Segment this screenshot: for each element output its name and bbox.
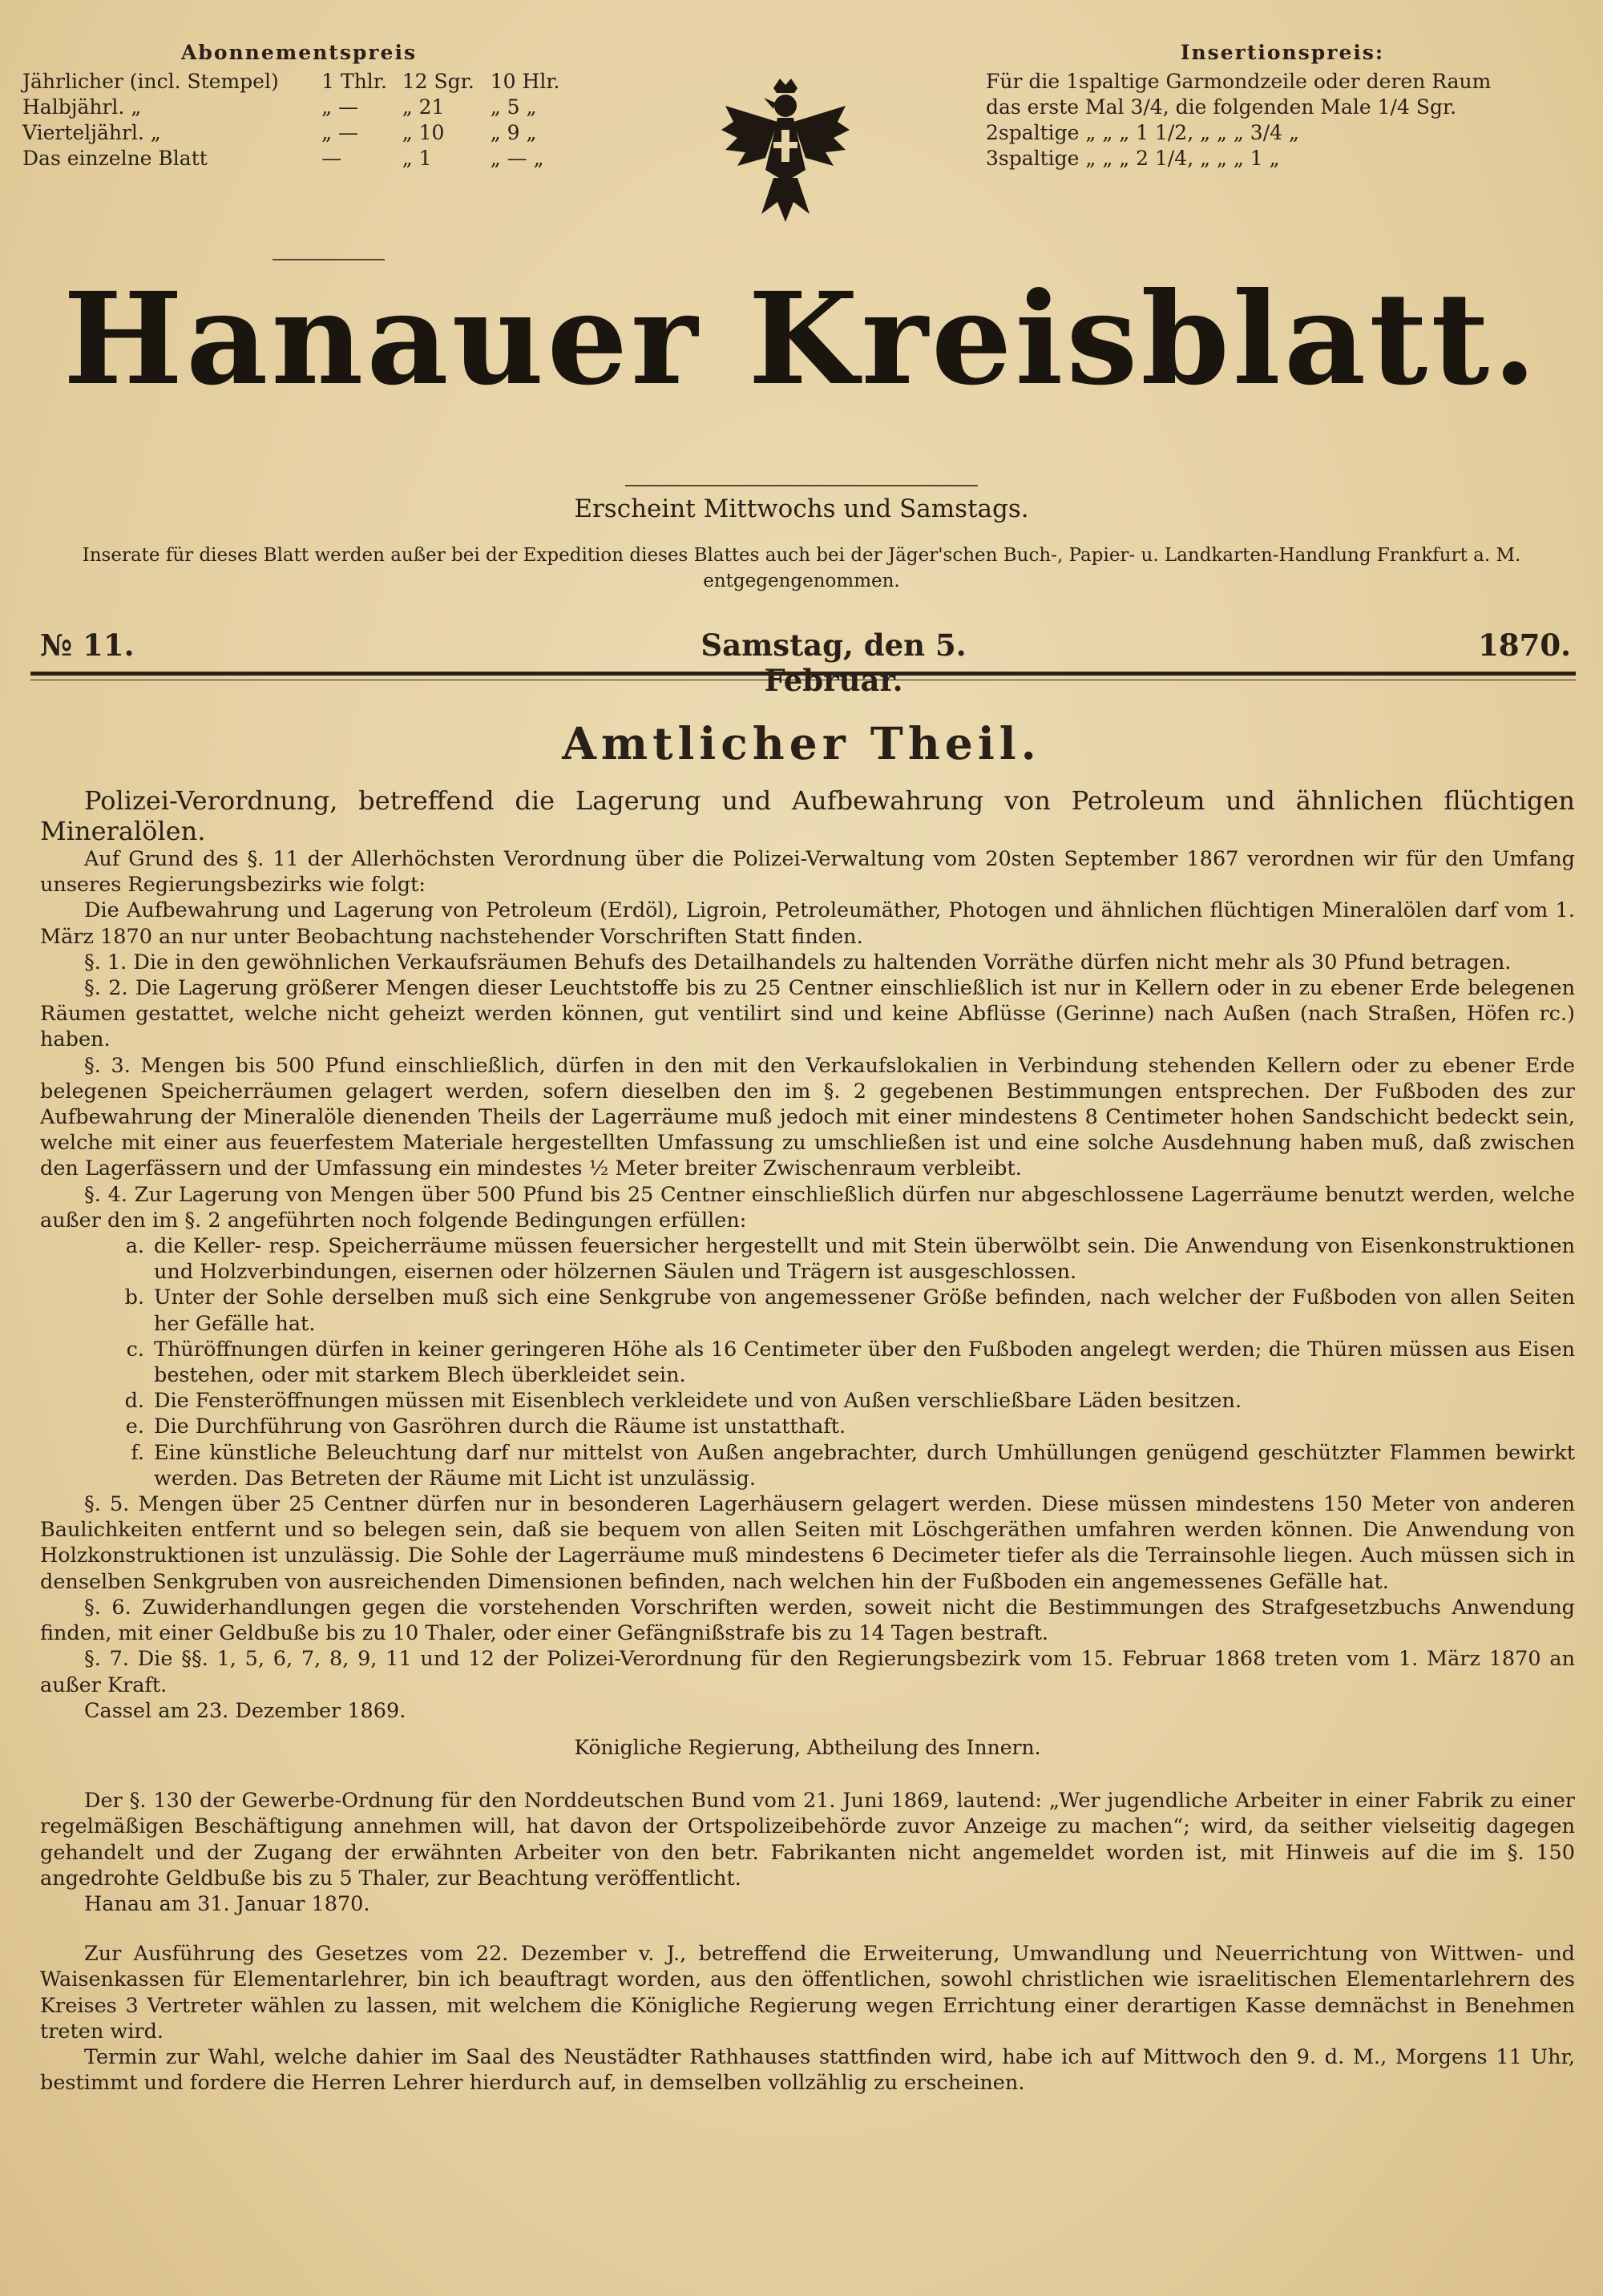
cell: „ 10 bbox=[402, 121, 445, 144]
cell: Vierteljährl. „ bbox=[22, 121, 161, 144]
cell: „ — bbox=[321, 95, 359, 119]
item-text: Unter der Sohle derselben muß sich eine Senkgrube von angemessener Größe befinden, nach welcher der Fußboden von allen Seiten her Gefälle hat. bbox=[154, 1285, 1575, 1336]
masthead-title: Hanauer Kreisblatt. bbox=[63, 265, 1540, 414]
list-item bbox=[40, 1440, 1575, 1491]
paragraph: Die Aufbewahrung und Lagerung von Petroleum (Erdöl), Ligroin, Petroleumäther, Photogen und ähnlichen flüchtigen Mineralölen darf vom 1. März 1870 an nur unter Beobachtung nachstehender Vorschriften Statt finden. bbox=[40, 898, 1575, 949]
insertion-line: das erste Mal 3/4, die folgenden Male 1/4 Sgr. bbox=[986, 95, 1457, 119]
item-label: d. bbox=[124, 1389, 144, 1414]
insertion-line: Für die 1spaltige Garmondzeile oder deren Raum bbox=[986, 70, 1492, 93]
eagle-emblem-icon bbox=[717, 74, 854, 230]
subscription-row bbox=[22, 95, 575, 120]
divider bbox=[30, 672, 1576, 676]
issue-year: 1870. bbox=[1478, 627, 1571, 663]
subscription-row bbox=[22, 146, 575, 171]
insertion-line: 2spaltige „ „ „ 1 1/2, „ „ „ 3/4 „ bbox=[986, 121, 1299, 144]
cell: „ 1 bbox=[402, 147, 432, 170]
item-text: Eine künstliche Beleuchtung darf nur mittelst von Außen angebrachter, durch Umhüllungen genügend geschützter Flammen bewirkt werden. Das Betreten der Räume mit Licht ist unzulässig. bbox=[154, 1440, 1575, 1491]
cell: Jährlicher (incl. Stempel) bbox=[22, 70, 279, 93]
place-date: Cassel am 23. Dezember 1869. bbox=[84, 1698, 406, 1723]
paragraph: Termin zur Wahl, welche dahier im Saal des Neustädter Rathhauses stattfinden wird, habe ich auf Mittwoch den 9. d. M., Morgens 11 Uhr, bestimmt und fordere die Herren Lehrer hierdurch auf, in demselben vollzählig zu erscheinen. bbox=[40, 2044, 1575, 2096]
item-label: a. bbox=[125, 1234, 144, 1259]
subscription-price-box bbox=[22, 40, 575, 171]
paragraph: §. 7. Die §§. 1, 5, 6, 7, 8, 9, 11 und 12 der Polizei-Verordnung für den Regierungsbezirk vom 15. Februar 1868 treten vom 1. März 1870 an außer Kraft. bbox=[40, 1647, 1575, 1697]
list-item bbox=[40, 1414, 1575, 1439]
item-text: Die Durchführung von Gasröhren durch die Räume ist unstatthaft. bbox=[154, 1414, 846, 1439]
tagline: Erscheint Mittwochs und Samstags. bbox=[574, 494, 1029, 523]
subscription-table bbox=[22, 69, 575, 171]
place-date: Hanau am 31. Januar 1870. bbox=[84, 1891, 370, 1916]
paragraph: §. 6. Zuwiderhandlungen gegen die vorstehenden Vorschriften werden, soweit nicht die Bestimmungen des Strafgesetzbuchs Anwendung finden, mit einer Geldbuße bis zu 10 Thaler, oder einer Gefängnißstrafe bis zu 14 Tagen bestraft. bbox=[40, 1595, 1575, 1646]
divider bbox=[625, 485, 978, 486]
paragraph: §. 4. Zur Lagerung von Mengen über 500 Pfund bis 25 Centner einschließlich dürfen nur abgeschlossene Lagerräume benutzt werden, welche außer den im §. 2 angeführten noch folgende Bedingungen erfüllen: bbox=[40, 1182, 1575, 1233]
cell: „ — bbox=[321, 121, 359, 144]
list-item bbox=[40, 1337, 1575, 1388]
subscription-title: Abonnementspreis bbox=[180, 41, 418, 64]
issue-number: № 11. bbox=[40, 627, 135, 663]
item-label: e. bbox=[125, 1414, 144, 1439]
cell: Halbjährl. „ bbox=[22, 95, 142, 119]
item-text: Thüröffnungen dürfen in keiner geringeren Höhe als 16 Centimeter über den Fußboden angelegt werden; die Thüren müssen aus Eisen bestehen, oder mit starkem Blech überkleidet sein. bbox=[154, 1337, 1575, 1388]
cell: „ 21 bbox=[402, 95, 445, 119]
signature: Königliche Regierung, Abtheilung des Innern. bbox=[574, 1735, 1041, 1759]
paragraph: §. 2. Die Lagerung größerer Mengen dieser Leuchtstoffe bis zu 25 Centner einschließlich ist nur in Kellern oder in zu ebener Erde belegenen Räumen gestattet, welche nicht geheizt werden können, gut ventilirt sind und keine Abflüsse (Gerinne) nach Außen (nach Straßen, Höfen rc.) haben. bbox=[40, 976, 1575, 1052]
insertion-title: Insertionspreis: bbox=[1180, 41, 1385, 64]
conditions-list bbox=[40, 1233, 1575, 1491]
section-title: Amtlicher Theil. bbox=[562, 717, 1041, 769]
paragraph: Der §. 130 der Gewerbe-Ordnung für den Norddeutschen Bund vom 21. Juni 1869, lautend: „Wer jugendliche Arbeiter in einer Fabrik zu einer regelmäßigen Beschäftigung annehmen will, hat davon der Ortspolizeibehörde zuvor Anzeige zu machen“; wird, da seither vielseitig dagegen gehandelt und der Zugang der erwähnten Arbeiter von den betr. Fabrikanten nicht angemeldet worden ist, mit Hinweis auf die im §. 150 angedrohte Geldbuße bis zu 5 Thaler, zur Beachtung veröffentlicht. bbox=[40, 1789, 1575, 1890]
cell: „ — „ bbox=[490, 147, 544, 170]
item-text: die Keller- resp. Speicherräume müssen feuersicher hergestellt und mit Stein überwölbt sein. Die Anwendung von Eisenkonstruktionen und Holzverbindungen, eisernen oder hölzernen Säulen und Trägern ist ausgeschlossen. bbox=[154, 1234, 1575, 1285]
paragraph: §. 3. Mengen bis 500 Pfund einschließlich, dürfen in den mit den Verkaufslokalien in Verbindung stehenden Kellern oder zu ebener Erde belegenen Speicherräumen gelagert werden, sofern dieselben den im §. 2 gegebenen Bestimmungen entsprechen. Der Fußboden des zur Aufbewahrung der Mineralöle dienenden Theils der Lagerräume muß jedoch mit einer mindestens 8 Centimeter hohen Sandschicht bedeckt sein, welche mit einer aus feuerfestem Materiale hergestellten Umfassung zu umschließen ist und eine solche Ausdehnung haben muß, daß zwischen den Lagerfässern und der Umfassung ein mindestes ½ Meter breiter Zwischenraum verbleibt. bbox=[40, 1053, 1575, 1181]
item-label: c. bbox=[126, 1337, 144, 1362]
list-item bbox=[40, 1388, 1575, 1414]
cell: 10 Hlr. bbox=[490, 70, 560, 93]
divider bbox=[273, 259, 385, 260]
advertising-notice: Inserate für dieses Blatt werden außer bei der Expedition dieses Blattes auch bei der Jäger'schen Buch-, Papier- u. Landkarten-Handlung Frankfurt a. M. entgegengenommen. bbox=[82, 545, 1521, 591]
cell: Das einzelne Blatt bbox=[22, 147, 208, 170]
spacer bbox=[40, 1917, 1575, 1941]
cell: 12 Sgr. bbox=[402, 70, 474, 93]
item-label: b. bbox=[124, 1285, 144, 1310]
article-body bbox=[40, 785, 1575, 2096]
item-text: Die Fensteröffnungen müssen mit Eisenblech verkleidete und von Außen verschließbare Läden besitzen. bbox=[154, 1389, 1242, 1414]
article-heading: Polizei-Verordnung, betreffend die Lagerung und Aufbewahrung von Petroleum und ähnlichen flüchtigen Mineralölen. bbox=[40, 785, 1575, 846]
cell: „ 9 „ bbox=[490, 121, 537, 144]
item-label: f. bbox=[131, 1440, 144, 1465]
subscription-row bbox=[22, 69, 575, 95]
insertion-lines bbox=[986, 69, 1579, 171]
paragraph: Zur Ausführung des Gesetzes vom 22. Dezember v. J., betreffend die Erweiterung, Umwandlung und Neuerrichtung von Wittwen- und Waisenkassen für Elementarlehrer, bin ich beauftragt worden, aus den öffentlichen, sowohl christlichen wie israelitischen Elementarlehrern des Kreises 3 Vertreter wählen zu lassen, mit welchem die Königliche Regierung wegen Errichtung einer derartigen Kasse demnächst in Benehmen treten wird. bbox=[40, 1942, 1575, 2044]
insertion-price-box bbox=[986, 40, 1579, 171]
insertion-line: 3spaltige „ „ „ 2 1/4, „ „ „ 1 „ bbox=[986, 147, 1280, 170]
subscription-row bbox=[22, 120, 575, 146]
list-item bbox=[40, 1285, 1575, 1336]
issue-date: Samstag, den 5. Februar. bbox=[701, 627, 967, 698]
cell: 1 Thlr. bbox=[321, 70, 387, 93]
cell: „ 5 „ bbox=[490, 95, 537, 119]
paragraph: Auf Grund des §. 11 der Allerhöchsten Verordnung über die Polizei-Verwaltung vom 20sten September 1867 verordnen wir für den Umfang unseres Regierungsbezirks wie folgt: bbox=[40, 847, 1575, 898]
paragraph: §. 5. Mengen über 25 Centner dürfen nur in besonderen Lagerhäusern gelagert werden. Diese müssen mindestens 150 Meter von anderen Baulichkeiten entfernt und so belegen sein, daß sie bequem von allen Seiten mit Löschgeräthen umfahren werden können. Die Anwendung von Holzkonstruktionen ist unzulässig. Die Sohle der Lagerräume muß mindestens 6 Decimeter tiefer als die Terrainsohle liegen. Auch müssen sich in denselben Senkgruben von ausreichenden Dimensionen befinden, nach welchen hin der Fußboden ein angemessenes Gefälle hat. bbox=[40, 1492, 1575, 1594]
paragraph: §. 1. Die in den gewöhnlichen Verkaufsräumen Behufs des Detailhandels zu haltenden Vorräthe dürfen nicht mehr als 30 Pfund betragen. bbox=[84, 950, 1512, 974]
list-item bbox=[40, 1233, 1575, 1285]
cell: — bbox=[321, 147, 342, 170]
